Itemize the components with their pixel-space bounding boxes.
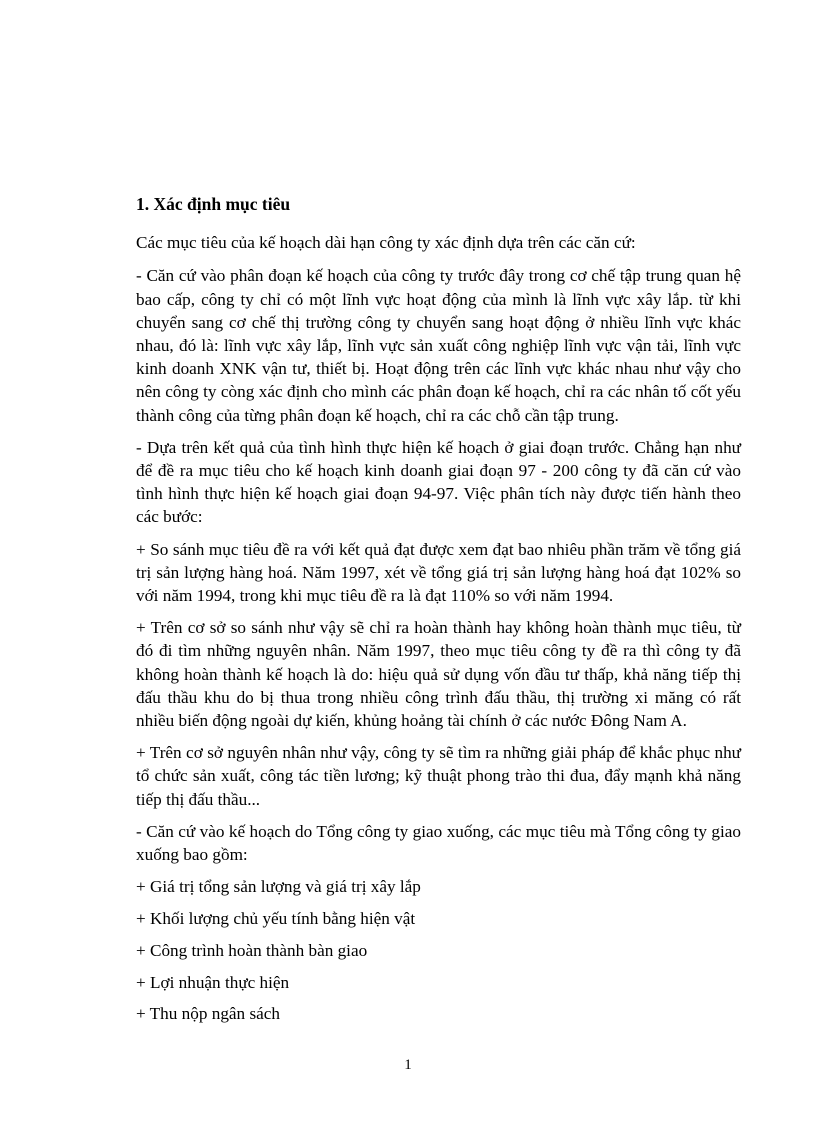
step-paragraph-solutions: + Trên cơ sở nguyên nhân như vậy, công ty sẽ tìm ra những giải pháp để khắc phục như tổ chức sản xuất, công tác tiền lương; kỹ thuật phong trào thi đua, đẩy mạnh khả năng tiếp thị đấu thầu... — [136, 743, 741, 809]
list-item: + Lợi nhuận thực hiện — [136, 972, 290, 992]
basis-paragraph-corporation-plan: - Căn cứ vào kế hoạch do Tổng công ty giao xuống, các mục tiêu mà Tổng công ty giao xuống bao gồm: — [136, 821, 741, 865]
list-item: + Khối lượng chủ yếu tính bằng hiện vật — [136, 909, 416, 929]
step-paragraph-compare: + So sánh mục tiêu đề ra với kết quả đạt được xem đạt bao nhiêu phần trăm về tổng giá trị sản lượng hàng hoá. Năm 1997, xét về tổng giá trị sản lượng hàng hoá đạt 102% so với năm 1994, trong khi mục tiêu đề ra là đạt 110% so với năm 1994. — [136, 539, 741, 606]
basis-paragraph-previous-results: - Dựa trên kết quả của tình hình thực hiện kế hoạch ở giai đoạn trước. Chẳng hạn như để đề ra mục tiêu cho kế hoạch kinh doanh giai đoạn 97 - 200 công ty đã căn cứ vào tình hình thực hiện kế hoạch giai đoạn 94-97. Việc phân tích này được tiến hành theo các bước: — [136, 437, 741, 527]
step-paragraph-causes: + Trên cơ sở so sánh như vậy sẽ chỉ ra hoàn thành hay không hoàn thành mục tiêu, từ đó đi tìm những nguyên nhân. Năm 1997, theo mục tiêu công ty đề ra thì công ty đã không hoàn thành kế hoạch là do: hiệu quả sử dụng vốn đầu tư thấp, khả năng tiếp thị đấu thầu khu do bị thua trong nhiều công trình đấu thầu, thị trường xi măng có rất nhiều biến động ngoài dự kiến, khủng hoảng tài chính ở các nước Đông Nam A. — [136, 618, 741, 731]
page-number: 1 — [404, 1057, 412, 1073]
page-content — [136, 193, 741, 1034]
list-item: + Công trình hoàn thành bàn giao — [136, 940, 368, 960]
intro-paragraph: Các mục tiêu của kế hoạch dài hạn công ty xác định dựa trên các căn cứ: — [136, 233, 636, 253]
section-heading: 1. Xác định mục tiêu — [136, 194, 291, 214]
list-item: + Thu nộp ngân sách — [136, 1004, 280, 1024]
basis-paragraph-planning-segments: - Căn cứ vào phân đoạn kế hoạch của công ty trước đây trong cơ chế tập trung quan hệ bao cấp, công ty chỉ có một lĩnh vực hoạt động của mình là lĩnh vực xây lắp. từ khi chuyển sang cơ chế thị trường công ty chuyển sang hoạt động ở nhiều lĩnh vực khác nhau, đó là: lĩnh vực xây lắp, lĩnh vực sản xuất công nghiệp lĩnh vực vận tải, lĩnh vực kinh doanh XNK vận tư, thiết bị. Hoạt động trên các lĩnh vực khác nhau như vậy cho nên công ty còng xác định cho mình các phân đoạn kế hoạch, chỉ ra các nhân tố cốt yếu thành công của từng phân đoạn kế hoạch, chỉ ra các chỗ cần tập trung. — [136, 266, 741, 425]
list-item: + Giá trị tổng sản lượng và giá trị xây lắp — [136, 877, 421, 897]
